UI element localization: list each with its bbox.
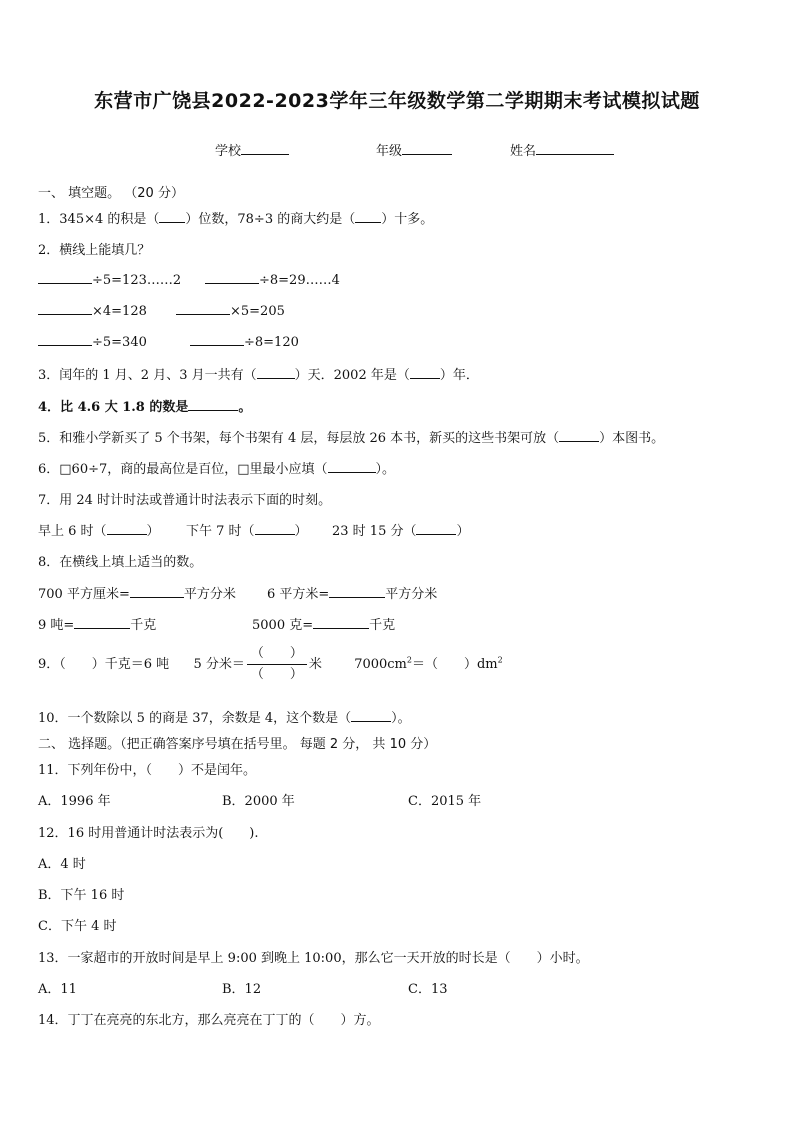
question-4: 4．比 4.6 大 1.8 的数是 。 <box>38 400 252 415</box>
question-6: 6．□60÷7，商的最高位是百位，□里最小应填（ ）。 <box>38 462 396 477</box>
page-title: 东营市广饶县2022-2023学年三年级数学第二学期期末考试模拟试题 <box>94 90 700 112</box>
q13-option-a[interactable]: A．11 <box>38 982 77 997</box>
q2-row-3a: ÷5=340 <box>38 333 147 350</box>
q2-row-2b: ×5=205 <box>176 302 285 319</box>
question-9: 9．（ ）千克＝6 吨 5 分米＝ $\frac{( )}{( )}$ 米 $7000cm^2=$（ ）$dm^2$ <box>38 644 503 685</box>
school-field <box>215 140 289 159</box>
q2-row-2a: ×4=128 <box>38 302 147 319</box>
q8-c: 9 吨= 千克 <box>38 618 157 633</box>
question-11: 11．下列年份中，（ ）不是闰年。 <box>38 763 257 778</box>
q11-option-b[interactable]: B．2000 年 <box>222 794 295 809</box>
q2-row-3b: ÷8=120 <box>190 333 299 350</box>
section-2-heading: 二、 选择题。（把正确答案序号填在括号里。 每题 2 分， 共 10 分） <box>38 737 437 752</box>
q12-option-b[interactable]: B．下午 16 时 <box>38 888 125 903</box>
question-1: 1．345×4 的积是（ ）位数，78÷3 的商大约是（ ）十多。 <box>38 212 434 227</box>
q13-option-c[interactable]: C．13 <box>408 982 448 997</box>
name-field <box>510 140 614 159</box>
q7-b: 下午 7 时（ ） <box>186 524 308 539</box>
q8-d: 5000 克= 千克 <box>252 618 396 633</box>
name-label: 姓名 <box>510 144 537 159</box>
name-blank[interactable] <box>536 142 614 155</box>
question-8: 8．在横线上填上适当的数。 <box>38 555 203 570</box>
question-7: 7．用 24 时计时法或普通计时法表示下面的时刻。 <box>38 493 332 508</box>
fraction: $\frac{( )}{( )}$ <box>247 644 307 685</box>
q8-a: 700 平方厘米= 平方分米 <box>38 587 236 602</box>
q8-b: 6 平方米= 平方分米 <box>267 587 438 602</box>
q12-option-c[interactable]: C．下午 4 时 <box>38 919 117 934</box>
q11-option-c[interactable]: C．2015 年 <box>408 794 482 809</box>
question-10: 10．一个数除以 5 的商是 37，余数是 4，这个数是（ ）。 <box>38 711 411 726</box>
grade-label: 年级 <box>376 144 403 159</box>
school-label: 学校 <box>215 144 242 159</box>
question-3: 3．闰年的 1 月、2 月、3 月一共有（ ）天．2002 年是（ ）年． <box>38 368 479 383</box>
grade-blank[interactable] <box>402 142 452 155</box>
question-5: 5．和雅小学新买了 5 个书架，每个书架有 4 层，每层放 26 本书，新买的这些书架可放（ ）本图书。 <box>38 431 665 446</box>
q7-c: 23 时 15 分（ ） <box>332 524 470 539</box>
question-14: 14．丁丁在亮亮的东北方，那么亮亮在丁丁的（ ）方。 <box>38 1013 380 1028</box>
q12-option-a[interactable]: A．4 时 <box>38 857 86 872</box>
q2-row-1a: ÷5=123……2 <box>38 271 181 288</box>
question-12: 12．16 时用普通计时法表示为( ). <box>38 826 259 841</box>
school-blank[interactable] <box>241 142 289 155</box>
q2-row-1b: ÷8=29……4 <box>205 271 340 288</box>
q11-option-a[interactable]: A．1996 年 <box>38 794 111 809</box>
question-13: 13．一家超市的开放时间是早上 9:00 到晚上 10:00，那么它一天开放的时长是（ ）小时。 <box>38 951 589 966</box>
q7-a: 早上 6 时（ ） <box>38 524 160 539</box>
q13-option-b[interactable]: B．12 <box>222 982 262 997</box>
section-1-heading: 一、 填空题。 （20 分） <box>38 186 184 201</box>
question-2: 2．横线上能填几？ <box>38 243 151 258</box>
grade-field <box>376 140 452 159</box>
